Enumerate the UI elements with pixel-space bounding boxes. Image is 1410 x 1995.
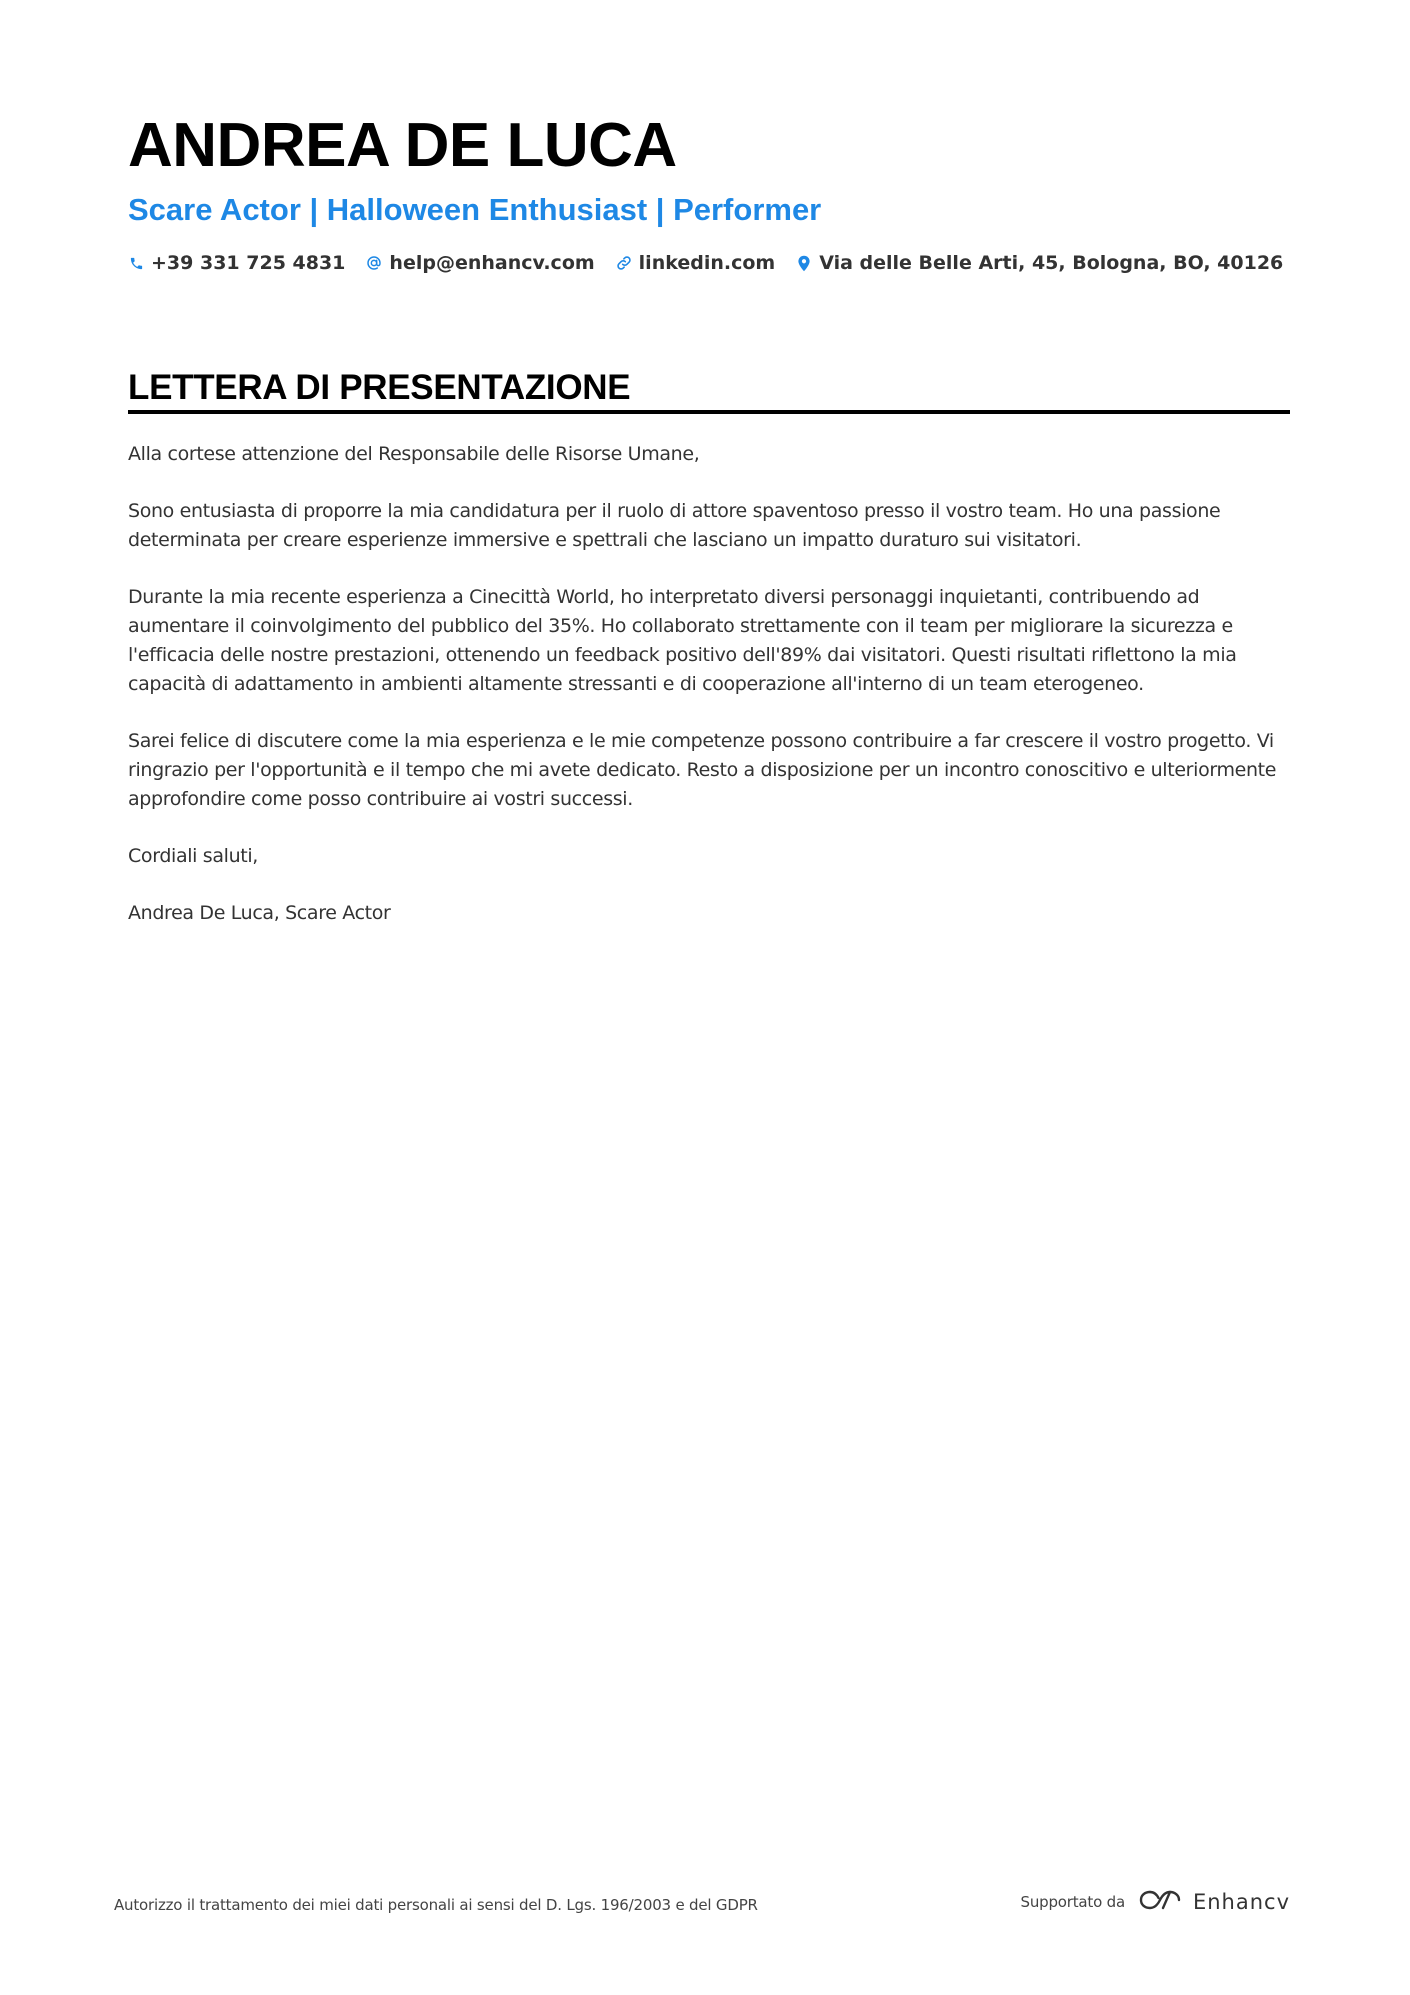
letter-signature: Andrea De Luca, Scare Actor (128, 902, 391, 924)
powered-by-label: Supportato da (1020, 1893, 1125, 1911)
contact-address (796, 252, 1283, 274)
contact-address-text: Via delle Belle Arti, 45, Bologna, BO, 40126 (819, 252, 1284, 274)
section-divider (128, 410, 1290, 414)
at-icon (366, 254, 382, 272)
contact-linkedin-text[interactable]: linkedin.com (638, 252, 776, 274)
contact-email[interactable] (366, 252, 594, 274)
letter-body (128, 440, 1290, 956)
candidate-headline: Scare Actor | Halloween Enthusiast | Performer (128, 192, 822, 227)
letter-salutation: Alla cortese attenzione del Responsabile delle Risorse Umane, (128, 443, 700, 465)
enhancv-logo-icon (1137, 1888, 1183, 1916)
contact-email-text[interactable]: help@enhancv.com (389, 252, 595, 274)
contact-bar (128, 252, 1283, 274)
link-icon (616, 254, 632, 272)
candidate-name: ANDREA DE LUCA (128, 111, 677, 180)
section-title: LETTERA DI PRESENTAZIONE (128, 368, 631, 407)
letter-paragraph: Sono entusiasta di proporre la mia candidatura per il ruolo di attore spaventoso presso il vostro team. Ho una passione determinata per creare esperienze immersive e spettrali che lasciano un impatto duraturo sui visitatori. (128, 500, 1221, 551)
enhancv-brand-name: Enhancv (1192, 1890, 1290, 1914)
powered-by[interactable] (1021, 1888, 1290, 1916)
phone-icon (128, 254, 144, 272)
letter-closing: Cordiali saluti, (128, 845, 258, 867)
contact-phone (128, 252, 345, 274)
map-pin-icon (796, 254, 812, 272)
enhancv-logo[interactable] (1137, 1888, 1290, 1916)
contact-linkedin[interactable] (616, 252, 776, 274)
privacy-consent: Autorizzo il trattamento dei miei dati personali ai sensi del D. Lgs. 196/2003 e del GDPR (114, 1896, 758, 1914)
letter-paragraph: Sarei felice di discutere come la mia esperienza e le mie competenze possono contribuire a far crescere il vostro progetto. Vi ringrazio per l'opportunità e il tempo che mi avete dedicato. Resto a disposizione per un incontro conoscitivo e ulteriormente approfondire come posso contribuire ai vostri successi. (128, 730, 1277, 810)
contact-phone-text: +39 331 725 4831 (151, 252, 346, 274)
letter-paragraph: Durante la mia recente esperienza a Cinecittà World, ho interpretato diversi personaggi inquietanti, contribuendo ad aumentare il coinvolgimento del pubblico del 35%. Ho collaborato strettamente con il team per migliorare la sicurezza e l'efficacia delle nostre prestazioni, ottenendo un feedback positivo dell'89% dai visitatori. Questi risultati riflettono la mia capacità di adattamento in ambienti altamente stressanti e di cooperazione all'interno di un team eterogeneo. (128, 586, 1237, 695)
